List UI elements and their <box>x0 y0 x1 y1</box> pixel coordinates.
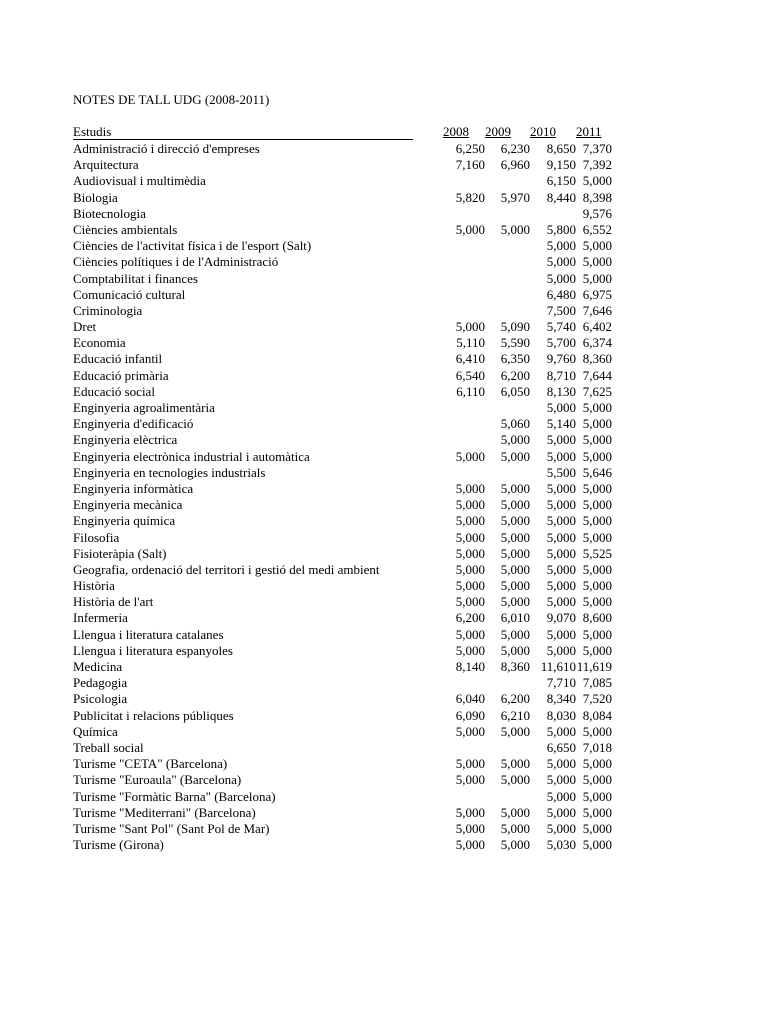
cell-2010: 6,650 <box>546 739 576 755</box>
row-name: Criminologia <box>73 302 143 318</box>
row-name: Educació social <box>73 383 155 399</box>
header-2009: 2009 <box>485 124 511 139</box>
row-name: Ciències de l'activitat física i de l'esport (Salt) <box>73 238 312 254</box>
table-row <box>73 821 633 837</box>
table-header-row <box>73 124 602 140</box>
table-row <box>73 708 633 724</box>
cell-2011: 5,000 <box>582 561 612 577</box>
table-row <box>73 449 633 465</box>
cell-2011: 6,975 <box>582 286 612 302</box>
cell-2010: 5,000 <box>546 448 576 464</box>
cell-2010: 8,710 <box>546 367 576 383</box>
row-name: Pedagogia <box>73 675 128 691</box>
cell-2011: 5,000 <box>582 772 612 788</box>
cell-2009: 5,000 <box>500 772 530 788</box>
cell-2011: 5,000 <box>582 723 612 739</box>
table-row <box>73 141 633 157</box>
cell-2008: 5,110 <box>456 335 485 351</box>
table-row <box>73 384 633 400</box>
header-2010: 2010 <box>530 124 556 139</box>
cell-2011: 7,392 <box>582 157 612 173</box>
cell-2010: 5,000 <box>546 513 576 529</box>
row-name: Comunicació cultural <box>73 286 186 302</box>
table-row <box>73 497 633 513</box>
row-name: Llengua i literatura espanyoles <box>73 642 233 658</box>
cell-2011: 5,000 <box>582 804 612 820</box>
cell-2009: 5,000 <box>500 594 530 610</box>
cell-2008: 5,000 <box>455 221 485 237</box>
row-name: Turisme "Formàtic Barna" (Barcelona) <box>73 788 276 804</box>
cell-2011: 6,374 <box>582 335 612 351</box>
row-name: Ciències polítiques i de l'Administració <box>73 254 279 270</box>
cell-2009: 6,050 <box>500 383 530 399</box>
cell-2011: 6,552 <box>582 221 612 237</box>
row-name: Enginyeria informàtica <box>73 480 194 496</box>
table-row <box>73 546 633 562</box>
cell-2011: 5,000 <box>582 756 612 772</box>
cell-2008: 5,000 <box>455 723 485 739</box>
cell-2011: 7,644 <box>582 367 612 383</box>
cell-2008: 7,160 <box>455 157 485 173</box>
row-name: Química <box>73 723 118 739</box>
cell-2010: 5,740 <box>546 319 576 335</box>
cell-2008: 5,000 <box>455 820 485 836</box>
cell-2011: 5,000 <box>582 432 612 448</box>
cell-2008: 5,000 <box>455 772 485 788</box>
cell-2008: 6,090 <box>455 707 485 723</box>
row-name: Enginyeria química <box>73 513 176 529</box>
cell-2009: 6,960 <box>500 157 530 173</box>
cell-2010: 5,000 <box>546 626 576 642</box>
cell-2009: 5,000 <box>500 756 530 772</box>
cell-2010: 8,130 <box>546 383 576 399</box>
cell-2011: 8,600 <box>582 610 612 626</box>
cell-2010: 5,000 <box>546 578 576 594</box>
cell-2009: 5,000 <box>500 642 530 658</box>
row-name: Llengua i literatura catalanes <box>73 626 224 642</box>
row-name: Ciències ambientals <box>73 221 178 237</box>
table-row <box>73 206 633 222</box>
cell-2010: 5,000 <box>546 594 576 610</box>
cell-2011: 5,000 <box>582 480 612 496</box>
cell-2008: 6,110 <box>456 383 485 399</box>
cell-2010: 7,710 <box>546 675 576 691</box>
document-title: NOTES DE TALL UDG (2008-2011) <box>73 92 270 107</box>
cell-2011: 5,000 <box>582 254 612 270</box>
table-row <box>73 513 633 529</box>
cell-2009: 5,090 <box>500 319 530 335</box>
table-row <box>73 805 633 821</box>
cell-2010: 5,000 <box>546 820 576 836</box>
cell-2008: 5,000 <box>455 529 485 545</box>
table-row <box>73 238 633 254</box>
cell-2010: 5,000 <box>546 772 576 788</box>
cell-2011: 8,360 <box>582 351 612 367</box>
cell-2011: 5,000 <box>582 400 612 415</box>
cell-2008: 6,410 <box>455 351 485 367</box>
cell-2009: 5,000 <box>500 820 530 836</box>
cell-2010: 9,150 <box>546 157 576 173</box>
cell-2009: 6,200 <box>500 367 530 383</box>
cell-2009: 5,970 <box>500 189 530 205</box>
cell-2011: 7,646 <box>582 302 612 318</box>
cell-2011: 5,000 <box>582 820 612 836</box>
cell-2009: 5,000 <box>500 578 530 594</box>
cell-2008: 5,000 <box>455 545 485 561</box>
header-studies: Estudis <box>73 124 112 139</box>
cell-2010: 5,000 <box>546 642 576 658</box>
cell-2011: 6,402 <box>582 319 612 335</box>
cell-2011: 5,000 <box>582 642 612 658</box>
cell-2008: 6,200 <box>455 610 485 626</box>
cell-2008: 5,000 <box>455 626 485 642</box>
cell-2008: 5,000 <box>455 804 485 820</box>
row-name: Biologia <box>73 189 118 205</box>
cell-2010: 5,800 <box>546 221 576 237</box>
row-name: Educació infantil <box>73 351 163 367</box>
cell-2008: 5,000 <box>455 837 485 853</box>
row-name: Comptabilitat i finances <box>73 270 198 286</box>
cell-2008: 5,000 <box>455 756 485 772</box>
cutoff-grades-table <box>73 124 633 853</box>
cell-2011: 5,000 <box>582 513 612 529</box>
cell-2010: 9,760 <box>546 351 576 367</box>
table-row <box>73 530 633 546</box>
row-name: Enginyeria elèctrica <box>73 432 178 448</box>
row-name: Publicitat i relacions públiques <box>73 707 234 723</box>
cell-2009: 5,000 <box>500 837 530 853</box>
table-row <box>73 594 633 610</box>
row-name: Economia <box>73 335 126 351</box>
row-name: Filosofia <box>73 529 120 545</box>
cell-2010: 5,000 <box>546 804 576 820</box>
cell-2009: 5,000 <box>500 448 530 464</box>
row-name: Turisme "Euroaula" (Barcelona) <box>73 772 242 788</box>
row-name: Enginyeria agroalimentària <box>73 400 215 415</box>
row-name: Biotecnologia <box>73 205 146 221</box>
cell-2011: 11,619 <box>576 659 612 674</box>
row-name: Geografia, ordenació del territori i gestió del medi ambient <box>73 561 380 577</box>
table-row <box>73 287 633 303</box>
cell-2011: 5,000 <box>582 529 612 545</box>
table-row <box>73 643 633 659</box>
row-name: Administració i direcció d'empreses <box>73 141 260 156</box>
cell-2011: 5,000 <box>582 270 612 286</box>
cell-2009: 5,000 <box>500 513 530 529</box>
cell-2009: 5,000 <box>500 626 530 642</box>
table-row <box>73 222 633 238</box>
row-name: Turisme "Sant Pol" (Sant Pol de Mar) <box>73 820 270 836</box>
cell-2009: 5,000 <box>500 723 530 739</box>
row-name: Psicologia <box>73 691 128 707</box>
cell-2008: 5,000 <box>455 594 485 610</box>
table-row <box>73 724 633 740</box>
cell-2010: 8,650 <box>546 141 576 156</box>
cell-2010: 9,070 <box>546 610 576 626</box>
table-row <box>73 562 633 578</box>
cell-2008: 6,250 <box>455 141 485 156</box>
cell-2011: 7,018 <box>582 739 612 755</box>
cell-2011: 5,000 <box>582 416 612 432</box>
cell-2011: 5,000 <box>582 594 612 610</box>
cell-2011: 5,000 <box>582 173 612 189</box>
cell-2009: 5,000 <box>500 561 530 577</box>
cell-2009: 6,010 <box>500 610 530 626</box>
cell-2009: 5,000 <box>500 804 530 820</box>
cell-2008: 5,000 <box>455 497 485 513</box>
cell-2011: 9,576 <box>582 205 612 221</box>
table-row <box>73 837 633 853</box>
table-row <box>73 659 633 675</box>
row-name: Turisme "Mediterrani" (Barcelona) <box>73 804 256 820</box>
row-name: Dret <box>73 319 97 335</box>
cell-2009: 5,000 <box>500 480 530 496</box>
table-row <box>73 627 633 643</box>
cell-2010: 5,000 <box>546 238 576 254</box>
cell-2010: 5,000 <box>546 788 576 804</box>
cell-2010: 5,000 <box>546 561 576 577</box>
table-row <box>73 254 633 270</box>
cell-2009: 6,350 <box>500 351 530 367</box>
table-row <box>73 190 633 206</box>
row-name: Medicina <box>73 659 123 674</box>
row-name: Infermeria <box>73 610 128 626</box>
cell-2008: 8,140 <box>455 659 485 674</box>
cell-2008: 5,820 <box>455 189 485 205</box>
table-row <box>73 271 633 287</box>
table-row <box>73 675 633 691</box>
cell-2009: 6,210 <box>500 707 530 723</box>
cell-2010: 5,000 <box>546 254 576 270</box>
row-name: Fisioteràpia (Salt) <box>73 545 167 561</box>
cell-2011: 7,520 <box>582 691 612 707</box>
row-name: Educació primària <box>73 367 169 383</box>
table-row <box>73 351 633 367</box>
cell-2009: 5,000 <box>500 497 530 513</box>
cell-2010: 6,150 <box>546 173 576 189</box>
row-name: Enginyeria en tecnologies industrials <box>73 464 266 480</box>
cell-2010: 8,340 <box>546 691 576 707</box>
cell-2010: 5,000 <box>546 723 576 739</box>
cell-2009: 5,000 <box>500 545 530 561</box>
cell-2010: 8,440 <box>546 189 576 205</box>
table-row <box>73 157 633 173</box>
table-row <box>73 610 633 626</box>
cell-2008: 5,000 <box>455 561 485 577</box>
table-row <box>73 173 633 189</box>
cell-2010: 5,000 <box>546 545 576 561</box>
row-name: Enginyeria electrònica industrial i automàtica <box>73 448 310 464</box>
row-name: Turisme "CETA" (Barcelona) <box>73 756 228 772</box>
cell-2010: 5,000 <box>546 497 576 513</box>
table-row <box>73 756 633 772</box>
cell-2009: 6,200 <box>500 691 530 707</box>
cell-2008: 5,000 <box>455 480 485 496</box>
cell-2011: 5,000 <box>582 238 612 254</box>
cell-2011: 5,000 <box>582 448 612 464</box>
cell-2010: 11,610 <box>540 659 576 674</box>
cell-2008: 5,000 <box>455 513 485 529</box>
cell-2009: 5,000 <box>500 529 530 545</box>
cell-2008: 5,000 <box>455 319 485 335</box>
table-row <box>73 789 633 805</box>
cell-2008: 5,000 <box>455 642 485 658</box>
cell-2011: 5,000 <box>582 788 612 804</box>
row-name: Enginyeria d'edificació <box>73 416 194 432</box>
cell-2009: 6,230 <box>500 141 530 156</box>
cell-2011: 7,085 <box>582 675 612 691</box>
table-body <box>73 141 633 853</box>
cell-2010: 5,500 <box>546 464 576 480</box>
cell-2010: 5,000 <box>546 400 576 415</box>
cell-2010: 5,000 <box>546 432 576 448</box>
row-name: Història de l'art <box>73 594 154 610</box>
cell-2010: 6,480 <box>546 286 576 302</box>
cell-2011: 7,625 <box>582 383 612 399</box>
cell-2009: 5,590 <box>500 335 530 351</box>
table-row <box>73 691 633 707</box>
table-row <box>73 335 633 351</box>
table-row <box>73 578 633 594</box>
cell-2008: 5,000 <box>455 578 485 594</box>
table-row <box>73 416 633 432</box>
cell-2011: 8,398 <box>582 189 612 205</box>
table-row <box>73 368 633 384</box>
cell-2010: 5,140 <box>546 416 576 432</box>
cell-2010: 7,500 <box>546 302 576 318</box>
table-row <box>73 400 633 416</box>
cell-2011: 5,000 <box>582 497 612 513</box>
table-row <box>73 432 633 448</box>
cell-2011: 5,525 <box>582 545 612 561</box>
cell-2008: 6,040 <box>455 691 485 707</box>
row-name: Història <box>73 578 115 594</box>
cell-2009: 8,360 <box>500 659 530 674</box>
cell-2011: 5,000 <box>582 578 612 594</box>
row-name: Arquitectura <box>73 157 139 173</box>
table-row <box>73 481 633 497</box>
table-row <box>73 465 633 481</box>
cell-2010: 5,700 <box>546 335 576 351</box>
row-name: Audiovisual i multimèdia <box>73 173 206 189</box>
cell-2011: 5,646 <box>582 464 612 480</box>
cell-2011: 5,000 <box>582 626 612 642</box>
row-name: Turisme (Girona) <box>73 837 164 853</box>
cell-2008: 5,000 <box>455 448 485 464</box>
table-row <box>73 772 633 788</box>
table-row <box>73 319 633 335</box>
cell-2010: 8,030 <box>546 707 576 723</box>
cell-2011: 5,000 <box>582 837 612 853</box>
cell-2010: 5,030 <box>546 837 576 853</box>
header-2011: 2011 <box>576 124 602 139</box>
cell-2009: 5,060 <box>500 416 530 432</box>
cell-2010: 5,000 <box>546 529 576 545</box>
cell-2010: 5,000 <box>546 480 576 496</box>
cell-2009: 5,000 <box>500 432 530 448</box>
cell-2010: 5,000 <box>546 756 576 772</box>
table-row <box>73 740 633 756</box>
cell-2009: 5,000 <box>500 221 530 237</box>
cell-2011: 8,084 <box>582 707 612 723</box>
header-2008: 2008 <box>443 124 469 139</box>
row-name: Enginyeria mecànica <box>73 497 183 513</box>
cell-2010: 5,000 <box>546 270 576 286</box>
table-row <box>73 303 633 319</box>
cell-2008: 6,540 <box>455 367 485 383</box>
row-name: Treball social <box>73 739 144 755</box>
cell-2011: 7,370 <box>582 141 612 156</box>
